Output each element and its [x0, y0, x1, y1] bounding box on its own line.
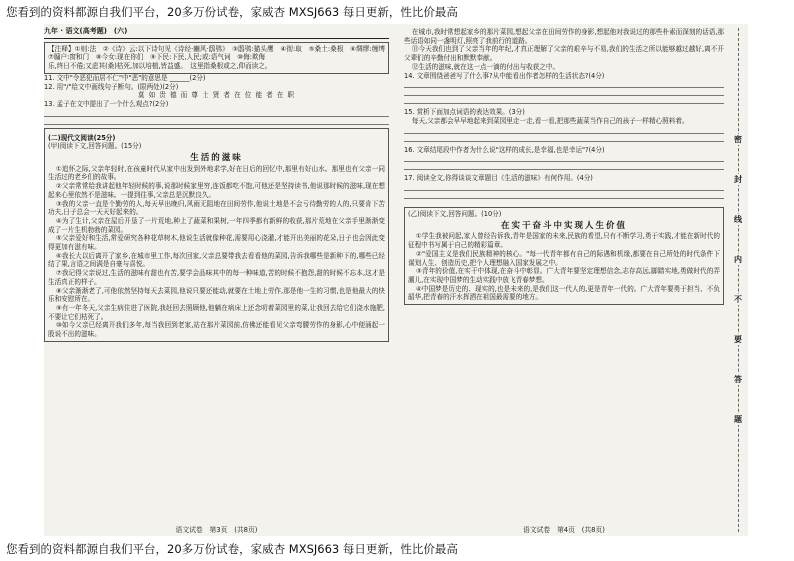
running-head: 九年 · 语文(高考题) (六) — [44, 24, 389, 39]
seal-dashed-line — [738, 28, 739, 532]
article-title: 生活的滋味 — [190, 153, 243, 164]
section-subheading: (甲)阅读下文,回答问题。(15分) — [48, 142, 142, 151]
annotation-tail: 乐,终日不倦;又虑其(桑)枯死,加以培植,皆益盛。 这里指桑根或之,仰而读之。 — [48, 62, 272, 71]
answer-line — [44, 124, 389, 125]
question-16: 16. 文章结尾段中作者为什么说"这样的成长,是幸福,也是幸运"?(4分) — [404, 145, 605, 154]
answer-line — [404, 95, 724, 96]
question-17: 17. 阅读全文,你得谈谈文章题目《生活的滋味》有何作用。(4分) — [404, 174, 593, 183]
answer-line — [404, 141, 724, 142]
exam-page-3 — [44, 24, 392, 536]
answer-line — [404, 198, 724, 199]
seal-char: 答 — [731, 374, 745, 385]
seal-char: 封 — [731, 174, 745, 185]
question-15-quote: 每天,父亲都会早早地起来到菜园里走一走,看一看,把那些蔬菜当作自己的孩子一样精心照料着。 — [411, 116, 689, 125]
article-paragraph: ⑪今天我们也到了父亲当年的年纪,才真正理解了父亲的艰辛与不易,我们的生活之所以能够越过越好,离不开父辈们的辛勤付出和默默奉献。 — [404, 45, 724, 63]
question-12: 12. 用"/"给文中画线句子断句。(限两处)(2分) — [44, 82, 179, 91]
answer-line — [404, 103, 724, 104]
banner-bottom: 您看到的资料都源自我们平台，20多万份试卷，家威杏 MXSJ663 每日更新，性比价最高 — [6, 542, 458, 556]
banner-top: 您看到的资料都源自我们平台，20多万份试卷，家威杏 MXSJ663 每日更新，性比价最高 — [6, 5, 458, 19]
seal-line-rail — [728, 24, 748, 536]
question-12-sentence: 莫 如 贵 德 而 尊 士 贤 者 在 位 能 者 在 职 — [137, 91, 296, 100]
answer-line — [404, 133, 724, 134]
question-11: 11. 文中"令恶犯而居不仁"中"恶"的意思是 ______(2分) — [44, 73, 206, 82]
answer-line — [44, 116, 389, 117]
article-paragraph: 在城市,我时常想起家乡的那片菜园,想起父亲在田间劳作的身影,想起他对我说过的那些朴素而深刻的话语,那些话语如同一盏明灯,照亮了我前行的道路。 — [404, 28, 724, 45]
article-paragraph: ③青年的价值,在实干中体现,在奋斗中彰显。广大青年要坚定理想信念,志存高远,脚踏实地,勇做时代的弄潮儿,在实现中国梦的生动实践中放飞青春梦想。 — [408, 267, 720, 284]
article-paragraph: ③我的父亲一直是个勤劳的人,每天早出晚归,风雨无阻地在田间劳作,他说土地是不会亏待勤劳的人的,只要肯下苦功夫,日子总会一天天好起来的。 — [48, 199, 385, 217]
seal-char: 密 — [731, 134, 745, 145]
article-paragraph: ④中国梦是历史的、现实的,也是未来的,是我们这一代人的,更是青年一代的。广大青年要勇于担当、不负韶华,把青春的汗水挥洒在祖国最需要的地方。 — [408, 284, 720, 302]
question-15: 15. 赏析下面加点词语的表达效果。(3分) — [404, 108, 525, 117]
article-title: 在实干奋斗中实现人生价值 — [500, 220, 627, 231]
article-paragraph: ⑨有一年冬天,父亲生病住进了医院,我赶回去照顾他,他躺在病床上还念叨着菜园里的菜,让我回去给它们浇水施肥,不要让它们枯死了。 — [48, 303, 385, 321]
page-footer: 语文试卷 第4页 (共8页) — [523, 526, 605, 535]
article-paragraph: ⑧父亲渐渐老了,可他依然坚持每天去菜园,他说只要还能动,就要在土地上劳作,那是他一生的习惯,也是他最大的快乐和安慰所在。 — [48, 286, 385, 304]
article-paragraph: ⑥我长大以后离开了家乡,在城市里工作,每次回家,父亲总要带我去看看他的菜园,告诉我哪些是新种下的,哪些已经结了果,言语之间满是自豪与喜悦。 — [48, 251, 385, 269]
article-paragraph: ⑦我记得父亲说过,生活的滋味有甜也有苦,要学会品味其中的每一种味道,苦的时候不抱怨,甜的时候不忘本,这才是生活真正的样子。 — [48, 269, 385, 286]
question-13: 13. 孟子在文中提出了一个什么观点?(2分) — [44, 99, 169, 108]
article-paragraph: ①学生我被问起,家人曾经告诉我,青年是国家的未来,民族的希望,只有不断学习,勇于实践,才能在新时代的征程中书写属于自己的精彩篇章。 — [408, 232, 720, 250]
reading-section-jia — [44, 128, 389, 342]
seal-char: 线 — [731, 214, 745, 225]
article-paragraph: ②"爱国主义是我们民族精神的核心。"每一代青年都有自己的际遇和机缘,都要在自己所处的时代条件下谋划人生、创造历史,把个人理想融入国家发展之中。 — [408, 249, 720, 267]
article-paragraph: ②父亲常常给我讲起他年轻时候的事,说那时候家里穷,连饭都吃不饱,可他还是坚持读书,他说那时候的滋味,现在想起来心里依然不是滋味。一提到往事,父亲总是沉默良久。 — [48, 182, 385, 199]
article-paragraph: ⑩如今父亲已经离开我们多年,每当我回到老家,站在那片菜园前,仿佛还能看见父亲弯腰劳作的身影,心中便涌起一股说不出的滋味。 — [48, 321, 385, 339]
annotation-box — [44, 42, 392, 74]
article-paragraph: ④为了生计,父亲在屋后开垦了一片荒地,种上了蔬菜和果树,一年四季都有新鲜的收获,那片荒地在父亲手里渐渐变成了一片生机勃勃的菜园。 — [48, 216, 385, 234]
answer-line — [404, 169, 724, 170]
answer-line — [404, 161, 724, 162]
seal-char: 要 — [731, 334, 745, 345]
question-14: 14. 文章围绕爸爸写了什么事?从中能看出作者怎样的生活状态?(4分) — [404, 71, 605, 80]
article-paragraph: ⑤父亲爱好和生活,常爱研究各种花草树木,他说生活就像种花,需要用心浇灌,才能开出美丽的花朵,日子也会因此变得更加有滋有味。 — [48, 234, 385, 252]
seal-char: 内 — [731, 254, 745, 265]
article-paragraph: ⑫生活的滋味,就在这一点一滴的付出与收获之中。 — [411, 62, 560, 71]
answer-line — [404, 190, 724, 191]
exam-page-4 — [404, 24, 724, 536]
exam-sheet — [44, 24, 748, 536]
answer-line — [404, 87, 724, 88]
seal-char: 不 — [731, 294, 745, 305]
page-footer: 语文试卷 第3页 (共8页) — [175, 526, 258, 535]
section-subheading: (乙)阅读下文,回答问题。(10分) — [408, 210, 502, 219]
article-paragraph: ①追怀之际,父亲年轻时,在孩童时代从家中出发到外地求学,好在日后的回忆中,那里有好山水。那里也有父亲一同生活过的老乡们的故事。 — [48, 164, 385, 182]
section-heading: (二)现代文阅读(25分) — [48, 133, 116, 142]
annotation-text: 【注释】①则:法 ②《诗》云:以下诗句见《诗经·豳风·鸱鸮》 ③鸱鸮:猫头鹰 ④彻:取 ⑤桑土:桑根 ⑥绸缪:缠缚 ⑦牖户:窗和门 ⑧今女:现在你们 ⑨下民:下民,人民;或:语气词 ⑩侮:欺侮 — [48, 44, 392, 62]
reading-section-yi — [404, 207, 724, 305]
seal-char: 题 — [731, 414, 745, 425]
